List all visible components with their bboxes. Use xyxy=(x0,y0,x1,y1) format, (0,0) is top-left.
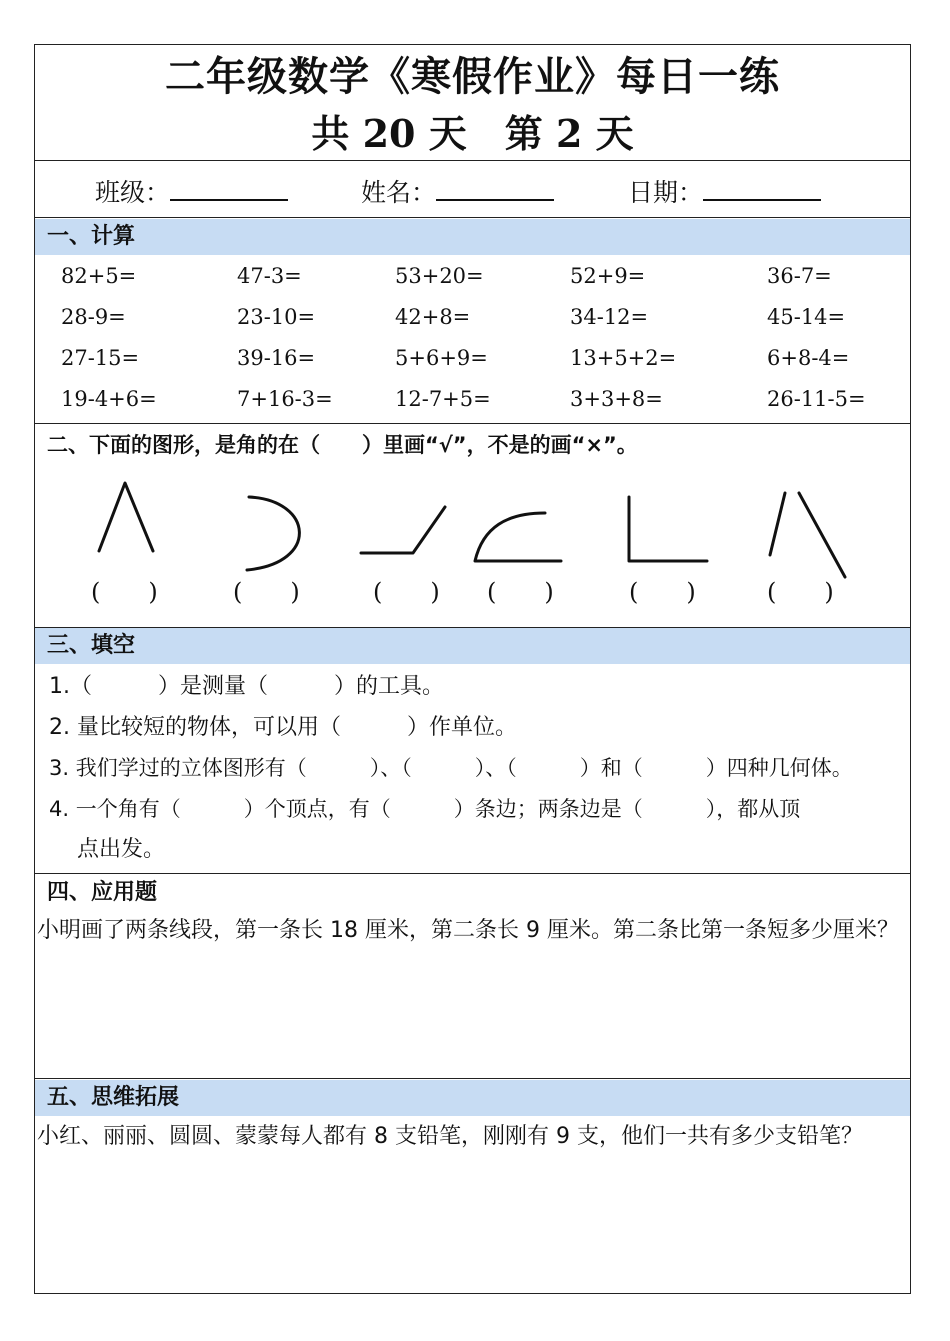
name-field[interactable] xyxy=(361,173,554,213)
class-label: 班级： xyxy=(95,178,171,207)
fill-item-4: 4. 一个角有（ ）个顶点，有（ ）条边；两条边是（ ），都从顶 xyxy=(49,797,801,821)
divider xyxy=(35,423,910,424)
calc-item: 53+20= xyxy=(395,264,484,288)
word-problem-2: 小红、丽丽、圆圆、蒙蒙每人都有 8 支铅笔，刚刚有 9 支，他们一共有多少支铅笔？ xyxy=(37,1124,863,1149)
fill-item-3: 3. 我们学过的立体图形有（ ）、（ ）、（ ）和（ ）四种几何体。 xyxy=(49,756,853,780)
divider xyxy=(35,873,910,874)
section4-title: 四、应用题 xyxy=(47,880,158,905)
calc-item: 42+8= xyxy=(395,305,471,329)
calc-item: 47-3= xyxy=(237,264,302,288)
answer-paren-4[interactable]: ( ) xyxy=(487,578,554,606)
calc-item: 19-4+6= xyxy=(61,387,157,411)
divider xyxy=(35,1078,910,1079)
calc-item: 23-10= xyxy=(237,305,316,329)
name-blank[interactable] xyxy=(436,175,554,201)
answer-paren-1[interactable]: ( ) xyxy=(91,578,158,606)
section2-title: 二、下面的图形，是角的在（ ）里画“√”，不是的画“×”。 xyxy=(47,433,638,457)
divider xyxy=(35,217,910,218)
answer-paren-5[interactable]: ( ) xyxy=(629,578,696,606)
shape-right-angle xyxy=(629,497,707,561)
calc-item: 7+16-3= xyxy=(237,387,333,411)
calc-item: 12-7+5= xyxy=(395,387,491,411)
calc-item: 52+9= xyxy=(570,264,646,288)
class-blank[interactable] xyxy=(170,175,288,201)
divider xyxy=(35,160,910,161)
section1-title: 一、计算 xyxy=(35,219,910,255)
word-problem-1: 小明画了两条线段，第一条长 18 厘米，第二条长 9 厘米。第二条比第一条短多少厘米？ xyxy=(37,918,899,943)
date-field[interactable] xyxy=(628,173,821,213)
calc-item: 82+5= xyxy=(61,264,137,288)
calc-item: 13+5+2= xyxy=(570,346,677,370)
calc-item: 26-11-5= xyxy=(767,387,866,411)
name-label: 姓名： xyxy=(361,178,437,207)
calc-item: 3+3+8= xyxy=(570,387,663,411)
fill-item-4-cont: 点出发。 xyxy=(77,837,166,862)
shape-arc xyxy=(475,513,561,561)
answer-paren-3[interactable]: ( ) xyxy=(373,578,440,606)
page-title: 二年级数学《寒假作业》每日一练 xyxy=(165,53,780,100)
calc-item: 45-14= xyxy=(767,305,846,329)
fill-item-2: 2. 量比较短的物体，可以用（ ）作单位。 xyxy=(49,715,517,740)
answer-paren-2[interactable]: ( ) xyxy=(233,578,300,606)
section5-title: 五、思维拓展 xyxy=(35,1080,910,1116)
fill-item-1: 1.（ ）是测量（ ）的工具。 xyxy=(49,674,444,699)
worksheet xyxy=(34,44,911,1294)
calc-item: 27-15= xyxy=(61,346,140,370)
calc-item: 34-12= xyxy=(570,305,649,329)
section3-title: 三、填空 xyxy=(35,628,910,664)
shape-open-line-2 xyxy=(799,493,845,577)
class-field[interactable] xyxy=(95,173,288,213)
date-blank[interactable] xyxy=(703,175,821,201)
shape-angle-1 xyxy=(99,483,153,551)
date-label: 日期： xyxy=(628,178,704,207)
answer-paren-6[interactable]: ( ) xyxy=(767,578,834,606)
shapes-figure xyxy=(35,465,912,585)
calc-item: 36-7= xyxy=(767,264,832,288)
calc-item: 6+8-4= xyxy=(767,346,850,370)
shape-open-line-1 xyxy=(770,493,785,555)
shape-curve-1 xyxy=(247,497,299,570)
page-subtitle: 共 20 天 第 2 天 xyxy=(311,111,634,156)
calc-item: 39-16= xyxy=(237,346,316,370)
shape-bent-line xyxy=(361,507,445,553)
calc-item: 28-9= xyxy=(61,305,126,329)
calc-item: 5+6+9= xyxy=(395,346,488,370)
